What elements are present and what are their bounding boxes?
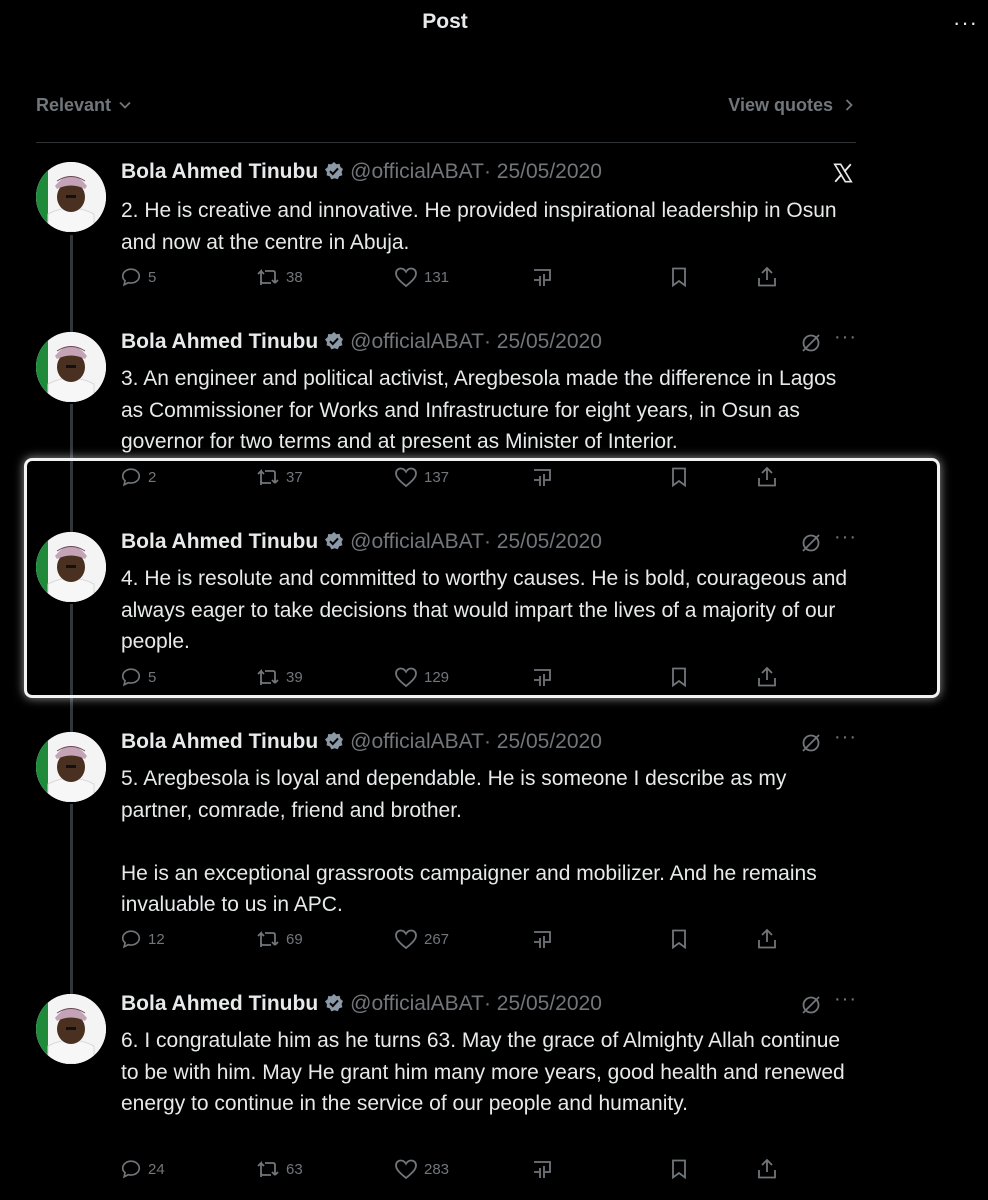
- view-stats-icon: [530, 266, 554, 288]
- reply-icon: [120, 928, 142, 950]
- share-button[interactable]: [756, 666, 778, 688]
- action-bar: [120, 466, 800, 490]
- top-bar: [0, 0, 988, 50]
- avatar[interactable]: [36, 162, 106, 232]
- author-handle[interactable]: @officialABAT: [350, 992, 484, 1015]
- page-title: Post: [422, 10, 468, 33]
- action-bar: [120, 266, 800, 290]
- author-handle[interactable]: @officialABAT: [350, 530, 484, 553]
- bookmark-icon: [668, 466, 690, 488]
- tweet-header: [121, 730, 602, 754]
- like-icon: [394, 1158, 418, 1180]
- share-icon: [756, 928, 778, 950]
- author-name[interactable]: Bola Ahmed Tinubu: [121, 730, 319, 753]
- like-count: 267: [424, 930, 450, 948]
- reply-button[interactable]: [120, 928, 165, 950]
- chevron-right-icon: [842, 98, 856, 112]
- reply-button[interactable]: [120, 1158, 165, 1180]
- view-quotes-label: View quotes: [728, 95, 833, 115]
- view-stats-button[interactable]: [530, 1158, 554, 1180]
- grok-icon[interactable]: [800, 994, 822, 1016]
- reply-button[interactable]: [120, 466, 156, 488]
- like-button[interactable]: [394, 466, 449, 488]
- author-name[interactable]: Bola Ahmed Tinubu: [121, 330, 319, 353]
- like-icon: [394, 666, 418, 688]
- post-date[interactable]: · 25/05/2020: [483, 730, 602, 753]
- share-icon: [756, 1158, 778, 1180]
- share-icon: [756, 666, 778, 688]
- sort-label: Relevant: [36, 95, 112, 115]
- avatar[interactable]: [36, 994, 106, 1064]
- tweet-text: 3. An engineer and political activist, Aregbesola made the difference in Lagos as Commissioner for Works and Infrastructure for eight years, in Osun as governor for two terms and at present as Minister of Interior.: [121, 367, 837, 453]
- retweet-button[interactable]: [256, 466, 303, 488]
- tweet-text: 5. Aregbesola is loyal and dependable. He is someone I describe as my partner, comrade, friend and brother. He is an exceptional grassroots campaigner and mobilizer. And he remains invaluable to us in APC.: [121, 767, 817, 916]
- reply-icon: [120, 1158, 142, 1180]
- thread-connector: [70, 235, 73, 332]
- verified-badge-icon: [324, 731, 344, 751]
- action-bar: [120, 1158, 800, 1182]
- action-bar: [120, 666, 800, 690]
- more-options-icon[interactable]: ···: [953, 10, 978, 35]
- avatar[interactable]: [36, 532, 106, 602]
- post-date[interactable]: · 25/05/2020: [483, 330, 602, 353]
- tweet-more-icon[interactable]: ···: [834, 988, 857, 1010]
- author-handle[interactable]: @officialABAT: [350, 330, 484, 353]
- tweet-more-icon[interactable]: ···: [834, 326, 857, 348]
- like-button[interactable]: [394, 666, 449, 688]
- x-logo-icon: [832, 162, 854, 184]
- share-icon: [756, 466, 778, 488]
- view-stats-icon: [530, 666, 554, 688]
- author-name[interactable]: Bola Ahmed Tinubu: [121, 160, 319, 183]
- chevron-down-icon: [118, 98, 132, 112]
- reply-button[interactable]: [120, 266, 156, 288]
- reply-count: 24: [148, 1160, 165, 1178]
- retweet-count: 69: [286, 930, 303, 948]
- retweet-count: 39: [286, 668, 303, 686]
- like-icon: [394, 466, 418, 488]
- action-bar: [120, 928, 800, 952]
- retweet-icon: [256, 466, 280, 488]
- tweet-more-icon[interactable]: ···: [834, 526, 857, 548]
- view-quotes-link[interactable]: [728, 95, 856, 116]
- verified-badge-icon: [324, 531, 344, 551]
- filter-bar: [36, 92, 856, 143]
- bookmark-button[interactable]: [668, 1158, 690, 1180]
- retweet-count: 38: [286, 268, 303, 286]
- tweet-header: [121, 530, 602, 554]
- tweet-more-icon[interactable]: ···: [834, 726, 857, 748]
- retweet-button[interactable]: [256, 928, 303, 950]
- share-button[interactable]: [756, 1158, 778, 1180]
- like-icon: [394, 266, 418, 288]
- retweet-button[interactable]: [256, 266, 303, 288]
- like-button[interactable]: [394, 928, 449, 950]
- retweet-count: 63: [286, 1160, 303, 1178]
- bookmark-icon: [668, 928, 690, 950]
- retweet-icon: [256, 1158, 280, 1180]
- author-name[interactable]: Bola Ahmed Tinubu: [121, 530, 319, 553]
- retweet-icon: [256, 266, 280, 288]
- like-button[interactable]: [394, 1158, 449, 1180]
- share-button[interactable]: [756, 466, 778, 488]
- grok-icon[interactable]: [800, 732, 822, 754]
- reply-icon: [120, 266, 142, 288]
- like-count: 129: [424, 668, 450, 686]
- retweet-icon: [256, 928, 280, 950]
- reply-icon: [120, 466, 142, 488]
- retweet-icon: [256, 666, 280, 688]
- view-stats-button[interactable]: [530, 266, 554, 288]
- view-stats-button[interactable]: [530, 466, 554, 488]
- bookmark-icon: [668, 666, 690, 688]
- tweet-header: [121, 160, 602, 184]
- tweet-header: [121, 330, 602, 354]
- retweet-button[interactable]: [256, 666, 303, 688]
- bookmark-icon: [668, 266, 690, 288]
- author-name[interactable]: Bola Ahmed Tinubu: [121, 992, 319, 1015]
- reply-button[interactable]: [120, 666, 156, 688]
- retweet-button[interactable]: [256, 1158, 303, 1180]
- bookmark-button[interactable]: [668, 266, 690, 288]
- view-stats-icon: [530, 466, 554, 488]
- like-count: 137: [424, 468, 450, 486]
- verified-badge-icon: [324, 161, 344, 181]
- like-icon: [394, 928, 418, 950]
- bookmark-button[interactable]: [668, 666, 690, 688]
- tweet-text: 2. He is creative and innovative. He provided inspirational leadership in Osun and now at the centre in Abuja.: [121, 199, 837, 254]
- verified-badge-icon: [324, 993, 344, 1013]
- like-count: 131: [424, 268, 450, 286]
- author-handle[interactable]: @officialABAT: [350, 160, 484, 183]
- reply-icon: [120, 666, 142, 688]
- sort-dropdown[interactable]: [36, 95, 132, 116]
- tweet-text: 4. He is resolute and committed to worthy causes. He is bold, courageous and always eager to take decisions that would impart the lives of a majority of our people.: [121, 567, 848, 653]
- verified-badge-icon: [324, 331, 344, 351]
- reply-count: 12: [148, 930, 165, 948]
- post-date[interactable]: · 25/05/2020: [483, 530, 602, 553]
- thread-connector: [70, 804, 73, 994]
- tweet-text: 6. I congratulate him as he turns 63. May the grace of Almighty Allah continue to be with him. May He grant him many more years, good health and renewed energy to continue in the service of our people and humanity.: [121, 1029, 845, 1115]
- avatar[interactable]: [36, 332, 106, 402]
- retweet-count: 37: [286, 468, 303, 486]
- share-button[interactable]: [756, 266, 778, 288]
- view-stats-icon: [530, 1158, 554, 1180]
- reply-count: 2: [148, 468, 157, 486]
- like-button[interactable]: [394, 266, 449, 288]
- view-stats-button[interactable]: [530, 666, 554, 688]
- view-stats-icon: [530, 928, 554, 950]
- bookmark-button[interactable]: [668, 466, 690, 488]
- tweet-header: [121, 992, 602, 1016]
- view-stats-button[interactable]: [530, 928, 554, 950]
- bookmark-icon: [668, 1158, 690, 1180]
- share-icon: [756, 266, 778, 288]
- post-date[interactable]: · 25/05/2020: [483, 160, 602, 183]
- grok-icon[interactable]: [800, 532, 822, 554]
- like-count: 283: [424, 1160, 450, 1178]
- grok-icon[interactable]: [800, 332, 822, 354]
- author-handle[interactable]: @officialABAT: [350, 730, 484, 753]
- bookmark-button[interactable]: [668, 928, 690, 950]
- reply-count: 5: [148, 668, 157, 686]
- post-date[interactable]: · 25/05/2020: [483, 992, 602, 1015]
- share-button[interactable]: [756, 928, 778, 950]
- reply-count: 5: [148, 268, 157, 286]
- avatar[interactable]: [36, 732, 106, 802]
